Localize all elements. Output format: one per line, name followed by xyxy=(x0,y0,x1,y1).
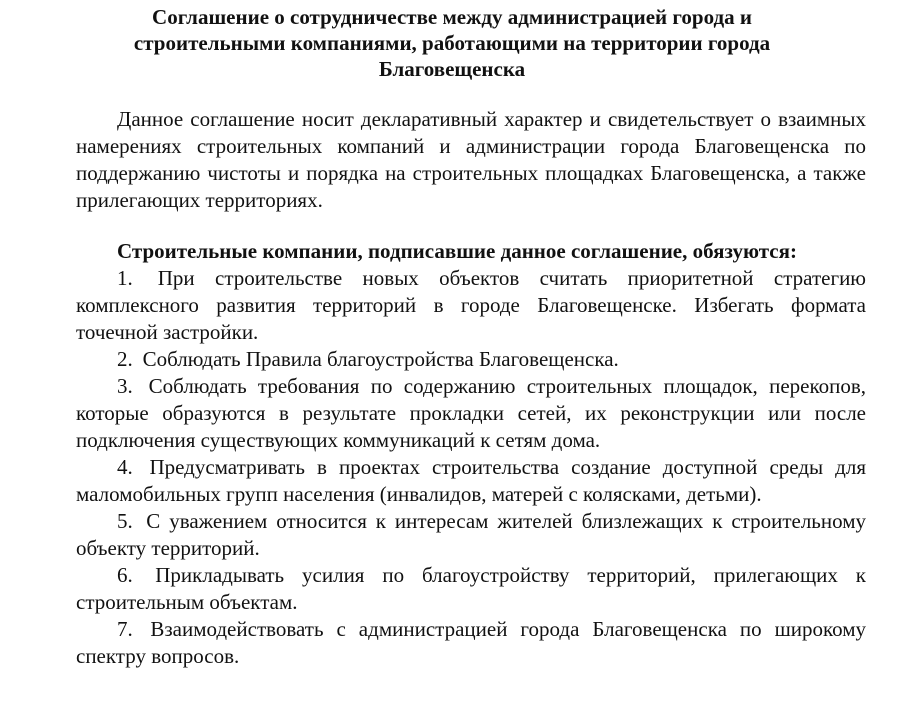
commitment-text: При строительстве новых объектов считать приоритетной стратегию комплексного развития территорий в городе Благовещенске. Избегать формата точечной застройки. xyxy=(76,266,866,344)
commitment-text: Соблюдать требования по содержанию строительных площадок, перекопов, которые образуются в результате прокладки сетей, их реконструкции или после подключения существующих коммуникаций к сетям дома. xyxy=(76,374,867,452)
commitment-item-3 xyxy=(76,373,866,454)
commitment-item-6 xyxy=(76,562,866,616)
commitment-item-7 xyxy=(76,616,866,670)
commitment-number: 5. xyxy=(117,509,133,533)
commitments-list xyxy=(76,265,866,670)
commitment-text: Взаимодействовать с администрацией города Благовещенска по широкому спектру вопросов. xyxy=(76,617,867,668)
document-title-line-3: Благовещенска xyxy=(378,57,526,81)
document-title xyxy=(38,4,866,82)
commitment-text: Соблюдать Правила благоустройства Благовещенска. xyxy=(142,347,619,371)
commitment-item-4 xyxy=(76,454,866,508)
commitment-number: 3. xyxy=(117,374,133,398)
commitment-text: С уважением относится к интересам жителей близлежащих к строительному объекту территорий. xyxy=(76,509,867,560)
document-title-line-1: Соглашение о сотрудничестве между администрацией города и xyxy=(152,5,752,29)
commitment-item-2 xyxy=(76,346,866,373)
intro-paragraph: Данное соглашение носит декларативный характер и свидетельствует о взаимных намерениях строительных компаний и администрации города Благовещенска по поддержанию чистоты и порядка на строительных площадках Благовещенска, а также прилегающих территориях. xyxy=(76,107,866,212)
commitment-item-1 xyxy=(76,265,866,346)
commitment-number: 6. xyxy=(117,563,133,587)
commitment-text: Прикладывать усилия по благоустройству территорий, прилегающих к строительным объектам. xyxy=(76,563,866,614)
commitment-number: 2. xyxy=(117,347,133,371)
commitment-number: 4. xyxy=(117,455,133,479)
commitment-number: 1. xyxy=(117,266,133,290)
commitment-item-5 xyxy=(76,508,866,562)
commitments-heading: Строительные компании, подписавшие данное соглашение, обязуются: xyxy=(117,239,797,263)
document-title-line-2: строительными компаниями, работающими на территории города xyxy=(133,31,771,55)
commitment-number: 7. xyxy=(117,617,133,641)
commitment-text: Предусматривать в проектах строительства создание доступной среды для маломобильных групп населения (инвалидов, матерей с колясками, детьми). xyxy=(76,455,867,506)
